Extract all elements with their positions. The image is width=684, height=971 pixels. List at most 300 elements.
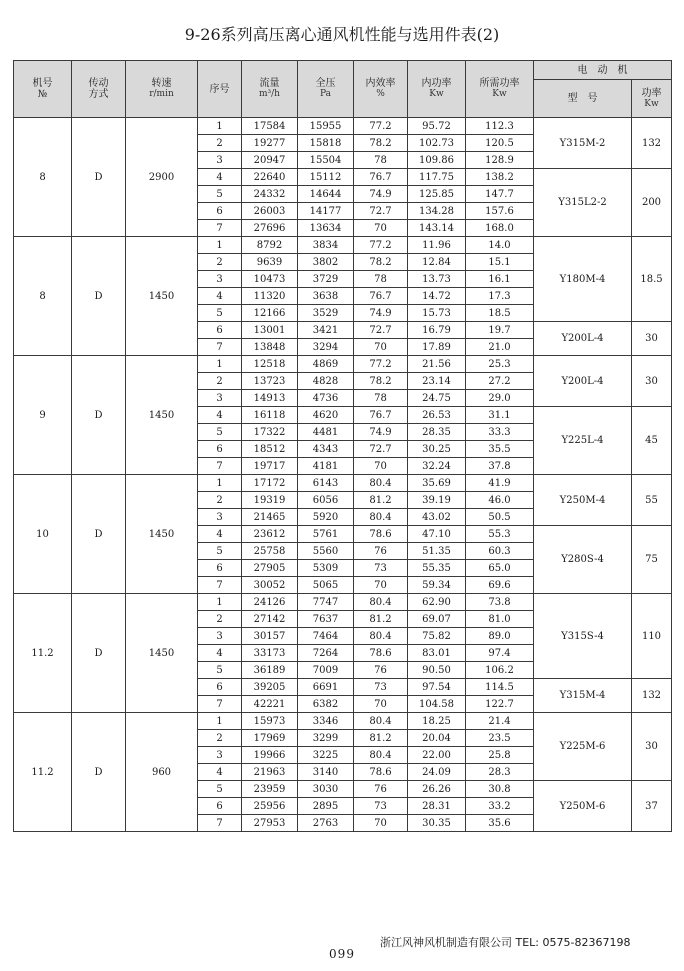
cell-inner-power: 125.85 [408,186,466,203]
header-inner-power: 内功率 Kw [408,61,466,118]
cell-efficiency: 74.9 [354,186,408,203]
cell-motor-power: 132 [632,118,672,169]
header-motor-power: 功率 Kw [632,80,672,118]
cell-required-power: 16.1 [466,271,534,288]
cell-model-no: 11.2 [14,713,72,832]
cell-inner-power: 51.35 [408,543,466,560]
cell-pressure: 3140 [298,764,354,781]
cell-inner-power: 55.35 [408,560,466,577]
cell-seq: 3 [198,509,242,526]
cell-seq: 6 [198,798,242,815]
cell-flow: 23612 [242,526,298,543]
cell-pressure: 3294 [298,339,354,356]
cell-efficiency: 78.6 [354,645,408,662]
cell-required-power: 18.5 [466,305,534,322]
cell-efficiency: 70 [354,458,408,475]
cell-efficiency: 76 [354,781,408,798]
cell-flow: 13848 [242,339,298,356]
page-number: 099 [329,947,355,961]
cell-pressure: 5920 [298,509,354,526]
cell-efficiency: 76 [354,662,408,679]
cell-required-power: 23.5 [466,730,534,747]
cell-drive: D [72,118,126,237]
cell-required-power: 21.4 [466,713,534,730]
cell-required-power: 55.3 [466,526,534,543]
cell-required-power: 122.7 [466,696,534,713]
cell-motor-model: Y180M-4 [534,237,632,322]
cell-motor-model: Y315S-4 [534,594,632,679]
table-row [14,356,672,373]
cell-seq: 5 [198,305,242,322]
cell-flow: 8792 [242,237,298,254]
cell-seq: 7 [198,339,242,356]
header-motor-model: 型 号 [534,80,632,118]
cell-pressure: 6143 [298,475,354,492]
cell-flow: 16118 [242,407,298,424]
cell-seq: 6 [198,441,242,458]
cell-pressure: 13634 [298,220,354,237]
cell-required-power: 69.6 [466,577,534,594]
cell-inner-power: 30.25 [408,441,466,458]
cell-seq: 2 [198,492,242,509]
cell-inner-power: 117.75 [408,169,466,186]
cell-flow: 13723 [242,373,298,390]
cell-motor-model: Y315L2-2 [534,169,632,237]
cell-motor-model: Y250M-6 [534,781,632,832]
cell-seq: 7 [198,577,242,594]
cell-flow: 10473 [242,271,298,288]
header-model-no: 机号 № [14,61,72,118]
table-header [14,61,672,118]
table-body [14,118,672,832]
cell-efficiency: 78.2 [354,135,408,152]
cell-efficiency: 74.9 [354,424,408,441]
cell-inner-power: 102.73 [408,135,466,152]
cell-efficiency: 70 [354,220,408,237]
cell-required-power: 37.8 [466,458,534,475]
cell-required-power: 35.5 [466,441,534,458]
cell-motor-model: Y315M-4 [534,679,632,713]
cell-flow: 21465 [242,509,298,526]
cell-pressure: 4828 [298,373,354,390]
cell-inner-power: 14.72 [408,288,466,305]
cell-seq: 1 [198,237,242,254]
cell-motor-model: Y200L-4 [534,356,632,407]
cell-inner-power: 39.19 [408,492,466,509]
cell-motor-power: 110 [632,594,672,679]
cell-motor-model: Y250M-4 [534,475,632,526]
cell-pressure: 3225 [298,747,354,764]
cell-flow: 14913 [242,390,298,407]
cell-required-power: 27.2 [466,373,534,390]
cell-seq: 4 [198,526,242,543]
cell-efficiency: 78 [354,152,408,169]
cell-inner-power: 28.31 [408,798,466,815]
cell-required-power: 19.7 [466,322,534,339]
cell-flow: 27905 [242,560,298,577]
cell-pressure: 5761 [298,526,354,543]
cell-flow: 33173 [242,645,298,662]
cell-efficiency: 77.2 [354,356,408,373]
cell-model-no: 9 [14,356,72,475]
cell-seq: 3 [198,628,242,645]
header-seq: 序号 [198,61,242,118]
cell-pressure: 14177 [298,203,354,220]
cell-inner-power: 75.82 [408,628,466,645]
table-row [14,594,672,611]
cell-required-power: 120.5 [466,135,534,152]
cell-pressure: 4736 [298,390,354,407]
cell-flow: 22640 [242,169,298,186]
header-efficiency: 内效率 % [354,61,408,118]
footer-company-info: 浙江风神风机制造有限公司 TEL: 0575-82367198 [380,936,631,949]
cell-pressure: 6382 [298,696,354,713]
cell-seq: 6 [198,679,242,696]
cell-required-power: 25.8 [466,747,534,764]
cell-flow: 25956 [242,798,298,815]
cell-efficiency: 80.4 [354,475,408,492]
cell-efficiency: 80.4 [354,509,408,526]
cell-required-power: 97.4 [466,645,534,662]
cell-required-power: 138.2 [466,169,534,186]
cell-required-power: 31.1 [466,407,534,424]
cell-required-power: 35.6 [466,815,534,832]
cell-seq: 4 [198,288,242,305]
cell-inner-power: 22.00 [408,747,466,764]
cell-efficiency: 73 [354,560,408,577]
table-row [14,475,672,492]
fan-spec-table [13,60,672,832]
cell-efficiency: 80.4 [354,594,408,611]
cell-motor-model: Y315M-2 [534,118,632,169]
cell-motor-power: 55 [632,475,672,526]
cell-motor-power: 30 [632,356,672,407]
cell-required-power: 106.2 [466,662,534,679]
cell-model-no: 8 [14,118,72,237]
cell-motor-model: Y280S-4 [534,526,632,594]
cell-inner-power: 95.72 [408,118,466,135]
cell-seq: 3 [198,152,242,169]
header-pressure: 全压 Pa [298,61,354,118]
cell-inner-power: 62.90 [408,594,466,611]
cell-required-power: 65.0 [466,560,534,577]
cell-required-power: 112.3 [466,118,534,135]
cell-pressure: 3030 [298,781,354,798]
cell-pressure: 5560 [298,543,354,560]
cell-inner-power: 69.07 [408,611,466,628]
cell-flow: 27953 [242,815,298,832]
cell-seq: 5 [198,543,242,560]
cell-pressure: 6056 [298,492,354,509]
cell-seq: 1 [198,594,242,611]
cell-pressure: 7747 [298,594,354,611]
cell-inner-power: 35.69 [408,475,466,492]
cell-flow: 17322 [242,424,298,441]
cell-flow: 13001 [242,322,298,339]
cell-flow: 11320 [242,288,298,305]
cell-flow: 39205 [242,679,298,696]
cell-pressure: 3729 [298,271,354,288]
cell-flow: 19319 [242,492,298,509]
cell-required-power: 33.3 [466,424,534,441]
cell-seq: 1 [198,475,242,492]
cell-pressure: 3299 [298,730,354,747]
cell-seq: 1 [198,356,242,373]
cell-required-power: 29.0 [466,390,534,407]
cell-inner-power: 59.34 [408,577,466,594]
cell-efficiency: 77.2 [354,237,408,254]
cell-required-power: 50.5 [466,509,534,526]
cell-pressure: 5065 [298,577,354,594]
cell-seq: 5 [198,662,242,679]
cell-seq: 1 [198,118,242,135]
cell-efficiency: 70 [354,696,408,713]
cell-drive: D [72,237,126,356]
cell-flow: 24332 [242,186,298,203]
cell-efficiency: 80.4 [354,628,408,645]
cell-seq: 2 [198,373,242,390]
cell-efficiency: 78.2 [354,373,408,390]
cell-model-no: 8 [14,237,72,356]
cell-flow: 30052 [242,577,298,594]
cell-inner-power: 43.02 [408,509,466,526]
cell-seq: 3 [198,271,242,288]
cell-speed: 960 [126,713,198,832]
cell-seq: 6 [198,560,242,577]
cell-motor-power: 30 [632,713,672,781]
cell-drive: D [72,713,126,832]
cell-flow: 27696 [242,220,298,237]
cell-inner-power: 11.96 [408,237,466,254]
cell-motor-power: 45 [632,407,672,475]
header-required-power: 所需功率 Kw [466,61,534,118]
cell-inner-power: 20.04 [408,730,466,747]
cell-flow: 12518 [242,356,298,373]
cell-pressure: 4620 [298,407,354,424]
cell-seq: 7 [198,458,242,475]
cell-inner-power: 26.26 [408,781,466,798]
cell-pressure: 15955 [298,118,354,135]
cell-pressure: 15504 [298,152,354,169]
cell-seq: 4 [198,407,242,424]
cell-efficiency: 78.6 [354,764,408,781]
cell-pressure: 7464 [298,628,354,645]
cell-pressure: 15818 [298,135,354,152]
cell-efficiency: 78.2 [354,254,408,271]
cell-flow: 27142 [242,611,298,628]
cell-seq: 2 [198,254,242,271]
cell-required-power: 89.0 [466,628,534,645]
cell-efficiency: 70 [354,815,408,832]
cell-required-power: 30.8 [466,781,534,798]
cell-pressure: 3529 [298,305,354,322]
cell-pressure: 3346 [298,713,354,730]
cell-inner-power: 32.24 [408,458,466,475]
cell-required-power: 114.5 [466,679,534,696]
cell-efficiency: 74.9 [354,305,408,322]
cell-motor-model: Y225M-6 [534,713,632,781]
cell-flow: 17584 [242,118,298,135]
cell-seq: 4 [198,645,242,662]
header-flow: 流量 m³/h [242,61,298,118]
cell-inner-power: 26.53 [408,407,466,424]
cell-efficiency: 78.6 [354,526,408,543]
cell-efficiency: 76.7 [354,169,408,186]
cell-inner-power: 24.75 [408,390,466,407]
cell-speed: 1450 [126,594,198,713]
cell-motor-power: 18.5 [632,237,672,322]
cell-flow: 42221 [242,696,298,713]
cell-required-power: 41.9 [466,475,534,492]
cell-inner-power: 47.10 [408,526,466,543]
cell-pressure: 14644 [298,186,354,203]
cell-inner-power: 97.54 [408,679,466,696]
cell-required-power: 33.2 [466,798,534,815]
cell-efficiency: 73 [354,798,408,815]
cell-inner-power: 13.73 [408,271,466,288]
cell-pressure: 3802 [298,254,354,271]
cell-motor-power: 37 [632,781,672,832]
cell-seq: 4 [198,764,242,781]
cell-efficiency: 73 [354,679,408,696]
cell-speed: 1450 [126,356,198,475]
cell-flow: 21963 [242,764,298,781]
cell-inner-power: 109.86 [408,152,466,169]
cell-model-no: 11.2 [14,594,72,713]
cell-efficiency: 70 [354,339,408,356]
cell-seq: 3 [198,390,242,407]
cell-efficiency: 81.2 [354,492,408,509]
cell-required-power: 28.3 [466,764,534,781]
cell-seq: 7 [198,815,242,832]
cell-required-power: 14.0 [466,237,534,254]
cell-flow: 17969 [242,730,298,747]
cell-flow: 17172 [242,475,298,492]
table-row [14,237,672,254]
cell-seq: 5 [198,424,242,441]
cell-flow: 24126 [242,594,298,611]
cell-pressure: 7637 [298,611,354,628]
cell-motor-model: Y200L-4 [534,322,632,356]
cell-pressure: 6691 [298,679,354,696]
cell-efficiency: 80.4 [354,713,408,730]
cell-flow: 30157 [242,628,298,645]
cell-required-power: 25.3 [466,356,534,373]
cell-seq: 6 [198,203,242,220]
cell-inner-power: 30.35 [408,815,466,832]
cell-pressure: 7009 [298,662,354,679]
cell-efficiency: 80.4 [354,747,408,764]
cell-efficiency: 72.7 [354,441,408,458]
cell-seq: 7 [198,696,242,713]
cell-seq: 5 [198,781,242,798]
cell-seq: 1 [198,713,242,730]
cell-seq: 5 [198,186,242,203]
cell-pressure: 3834 [298,237,354,254]
cell-required-power: 60.3 [466,543,534,560]
cell-drive: D [72,356,126,475]
cell-inner-power: 143.14 [408,220,466,237]
cell-pressure: 2895 [298,798,354,815]
cell-pressure: 4181 [298,458,354,475]
cell-inner-power: 23.14 [408,373,466,390]
cell-inner-power: 12.84 [408,254,466,271]
header-motor: 电 动 机 [534,61,672,80]
cell-speed: 1450 [126,475,198,594]
document-title: 9-26系列高压离心通风机性能与选用件表(2) [184,25,500,44]
cell-flow: 19966 [242,747,298,764]
cell-flow: 19277 [242,135,298,152]
cell-pressure: 2763 [298,815,354,832]
cell-pressure: 3638 [298,288,354,305]
cell-required-power: 17.3 [466,288,534,305]
cell-pressure: 4343 [298,441,354,458]
cell-inner-power: 15.73 [408,305,466,322]
cell-pressure: 4481 [298,424,354,441]
cell-inner-power: 16.79 [408,322,466,339]
table-row [14,118,672,135]
cell-efficiency: 81.2 [354,611,408,628]
cell-required-power: 15.1 [466,254,534,271]
cell-required-power: 73.8 [466,594,534,611]
cell-required-power: 81.0 [466,611,534,628]
cell-speed: 1450 [126,237,198,356]
cell-flow: 15973 [242,713,298,730]
cell-inner-power: 104.58 [408,696,466,713]
cell-pressure: 7264 [298,645,354,662]
cell-inner-power: 17.89 [408,339,466,356]
cell-pressure: 5309 [298,560,354,577]
cell-motor-power: 132 [632,679,672,713]
cell-pressure: 15112 [298,169,354,186]
cell-inner-power: 24.09 [408,764,466,781]
cell-motor-model: Y225L-4 [534,407,632,475]
cell-flow: 19717 [242,458,298,475]
cell-motor-power: 75 [632,526,672,594]
cell-seq: 2 [198,611,242,628]
cell-model-no: 10 [14,475,72,594]
cell-required-power: 147.7 [466,186,534,203]
cell-efficiency: 72.7 [354,203,408,220]
cell-efficiency: 81.2 [354,730,408,747]
cell-seq: 4 [198,169,242,186]
cell-efficiency: 76.7 [354,407,408,424]
cell-flow: 20947 [242,152,298,169]
cell-seq: 3 [198,747,242,764]
cell-flow: 12166 [242,305,298,322]
cell-pressure: 3421 [298,322,354,339]
cell-flow: 18512 [242,441,298,458]
header-drive: 传动 方式 [72,61,126,118]
header-speed: 转速 r/min [126,61,198,118]
cell-inner-power: 134.28 [408,203,466,220]
cell-efficiency: 78 [354,271,408,288]
cell-seq: 2 [198,730,242,747]
cell-seq: 6 [198,322,242,339]
cell-efficiency: 77.2 [354,118,408,135]
cell-inner-power: 83.01 [408,645,466,662]
cell-drive: D [72,475,126,594]
cell-flow: 9639 [242,254,298,271]
cell-flow: 26003 [242,203,298,220]
cell-inner-power: 18.25 [408,713,466,730]
cell-flow: 23959 [242,781,298,798]
cell-speed: 2900 [126,118,198,237]
cell-inner-power: 28.35 [408,424,466,441]
cell-inner-power: 90.50 [408,662,466,679]
cell-required-power: 128.9 [466,152,534,169]
cell-inner-power: 21.56 [408,356,466,373]
